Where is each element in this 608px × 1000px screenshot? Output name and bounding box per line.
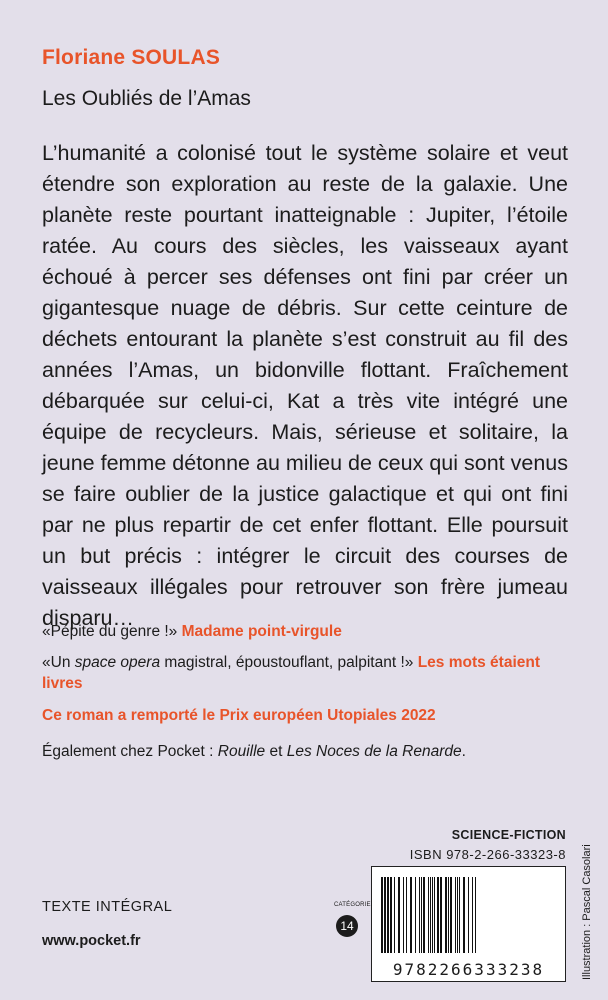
also-conjunction: et [265,743,287,760]
illustration-credit: Illustration : Pascal Casolari [581,844,593,980]
barcode-bars [379,877,560,953]
texte-integral-label: TEXTE INTÉGRAL [42,899,173,915]
also-by-author [42,743,466,761]
quote-2-text-italic: space opera [74,654,161,671]
genre-label: SCIENCE-FICTION [451,828,566,842]
also-prefix: Également chez Pocket : [42,743,218,760]
quote-2-source: Les mots étaient livres [42,654,541,692]
barcode [371,866,566,982]
category-label: CATÉGORIE [334,902,371,908]
author-name: Floriane SOULAS [42,46,221,69]
quote-1-text: «Pépite du genre !» [42,623,178,640]
website-link[interactable]: www.pocket.fr [42,933,141,949]
also-book-1: Rouille [217,743,266,760]
quote-1-source: Madame point-virgule [181,623,342,640]
back-cover-blurb: L’humanité a colonisé tout le système solaire et veut étendre son exploration au reste de la galaxie. Une planète reste pourtant inatteignable : Jupiter, l’étoile ratée. Au cours des siècles, les vaisseaux ayant échoué à percer ses défenses ont fini par créer un gigantesque nuage de débris. Sur cette ceinture de déchets entourant la planète s’est construit au fil des années l’Amas, un bidonville flottant. Fraîchement débarquée sur celui-ci, Kat a très vite intégré une équipe de recycleurs. Mais, sérieuse et solitaire, la jeune femme détonne au milieu de ceux qui sont venus se faire oublier de la justice galactique et qui ont fini par ne plus repartir de cet enfer flottant. Elle poursuit un but précis : intégrer le circuit des courses de vaisseaux illégales pour retrouver son frère jumeau disparu… [42,141,568,630]
review-quote-2 [42,652,572,694]
isbn: ISBN 978-2-266-33323-8 [409,847,566,862]
category-badge: 14 [336,915,358,937]
book-title: Les Oubliés de l’Amas [42,87,251,110]
barcode-digits: 9782266333238 [392,960,545,979]
also-book-2: Les Noces de la Renarde [286,743,462,760]
quote-2-text-end: magistral, époustouflant, palpitant !» [160,654,414,671]
also-suffix: . [461,743,466,760]
quote-2-text-start: «Un [42,654,75,671]
prize-statement: Ce roman a remporté le Prix européen Utopiales 2022 [42,707,436,724]
review-quote-1 [42,621,572,642]
